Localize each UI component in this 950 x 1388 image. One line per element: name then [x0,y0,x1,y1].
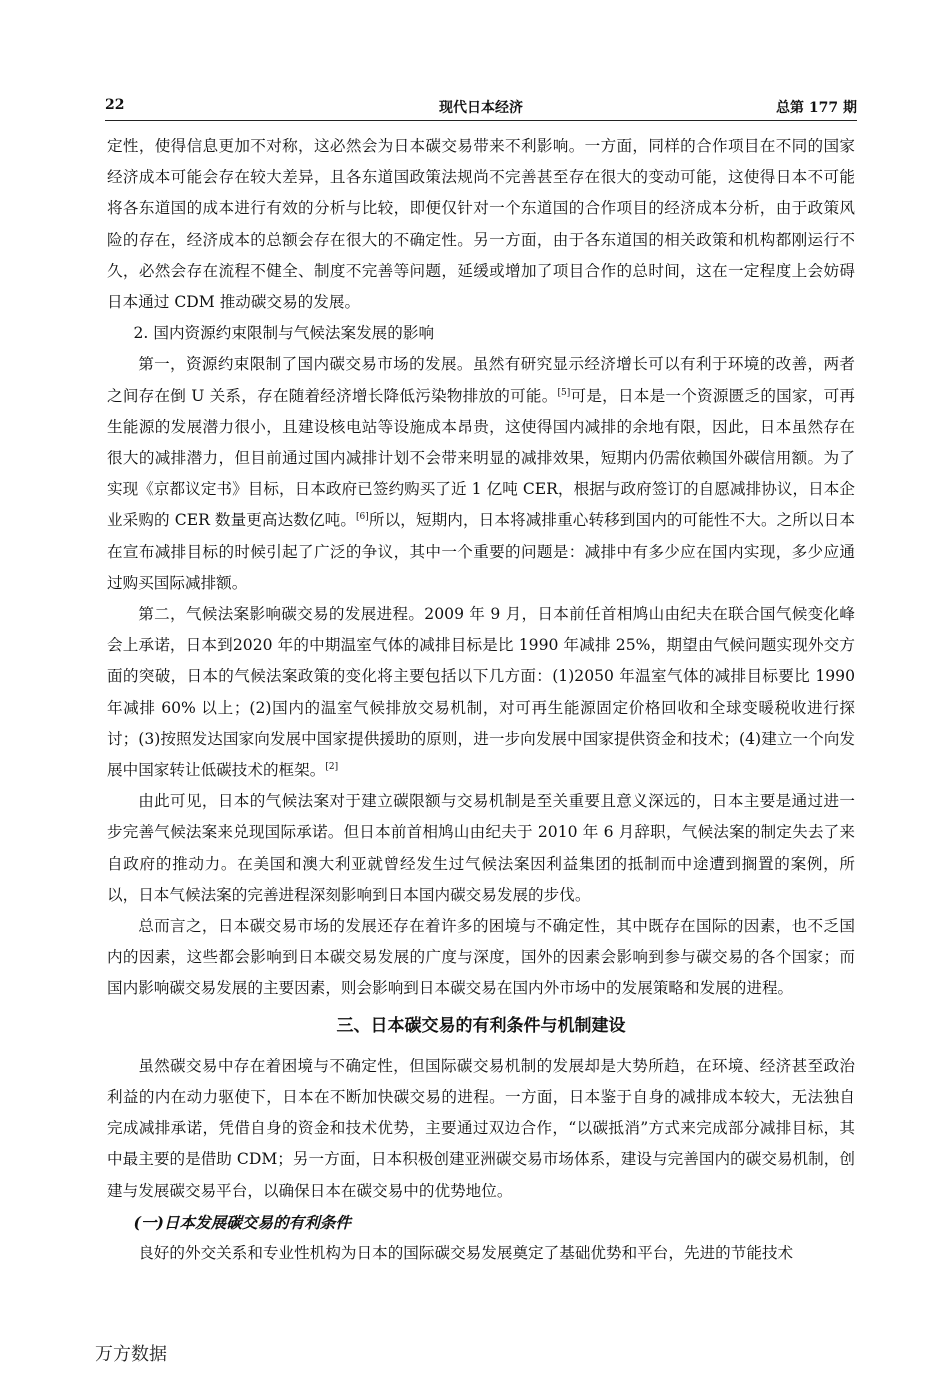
section-heading: 三、日本碳交易的有利条件与机制建设 [336,1015,626,1036]
citation-ref: [6] [356,512,369,523]
paragraph-climate-bill [107,599,855,786]
subsection-heading: (一)日本发展碳交易的有利条件 [133,1212,351,1232]
page-header [105,94,857,118]
paragraph-section-intro: 虽然碳交易中存在着困境与不确定性，但国际碳交易机制的发展却是大势所趋，在环境、经济甚至政治利益的内在动力驱使下，日本在不断加快碳交易的进程。一方面，日本鉴于自身的减排成本较大，无法独自完成减排承诺，凭借自身的资金和技术优势，主要通过双边合作，“以碳抵消”方式来完成部分减排目标，其中最主要的是借助 CDM；另一方面，日本积极创建亚洲碳交易市场体系，建设与完善国内的碳交易机制，创建与发展碳交易平台，以确保日本在碳交易中的优势地位。 [107,1056,855,1200]
paragraph-text: 所以，短期内，日本将减排重心转移到国内的可能性不大。之所以日本在宣布减排目标的时候引起了广泛的争议，其中一个重要的问题是：减排中有多少应在国内实现，多少应通过购买国际减排额。 [107,511,855,592]
page-number: 22 [105,97,125,113]
citation-ref: [2] [325,762,339,773]
paragraph-text: 第二，气候法案影响碳交易的发展进程。2009 年 9 月，日本前任首相鸠山由纪夫在联合国气候变化峰会上承诺，日本到2020 年的中期温室气体的减排目标是比 1990 年减排 25%，期望由气候问题实现外交方面的突破，日本的气候法案政策的变化将主要包括以下几方面：(1)2050 年温室气体的减排目标要比 1990 年减排 60% 以上；(2)国内的温室气候排放交易机制，对可再生能源固定价格回收和全球变暖税收进行探讨；(3)按照发达国家向发展中国家提供援助的原则，进一步向发展中国家提供资金和技术；(4)建立一个向发展中国家转让低碳技术的框架。 [107,605,855,780]
paragraph-conclusion-climate: 由此可见，日本的气候法案对于建立碳限额与交易机制是至关重要且意义深远的，日本主要是通过进一步完善气候法案来兑现国际承诺。但日本前首相鸠山由纪夫于 2010 年 6 月辞职，气候法案的制定失去了来自政府的推动力。在美国和澳大利亚就曾经发生过气候法案因利益集团的抵制而中途遭到搁置的案例，所以，日本气候法案的完善进程深刻影响到日本国内碳交易发展的步伐。 [107,792,855,904]
subheading-2: 2. 国内资源约束限制与气候法案发展的影响 [133,324,435,343]
header-divider [105,120,857,121]
paragraph-favorable-conditions: 良好的外交关系和专业性机构为日本的国际碳交易发展奠定了基础优势和平台，先进的节能技术 [138,1243,794,1262]
paragraph-summary: 总而言之，日本碳交易市场的发展还存在着许多的困境与不确定性，其中既存在国际的因素，也不乏国内的因素，这些都会影响到日本碳交易发展的广度与深度，国外的因素会影响到参与碳交易的各个国家；而国内影响碳交易发展的主要因素，则会影响到日本碳交易在国内外市场中的发展策略和发展的进程。 [107,917,855,998]
article-body [107,131,855,1269]
paragraph-text: 可是，日本是一个资源匮乏的国家，可再生能源的发展潜力很小，且建设核电站等设施成本昂贵，这使得国内减排的余地有限，因此，日本虽然存在很大的减排潜力，但目前通过国内减排计划不会带来明显的减排效果，短期内仍需依赖国外碳信用额。为了实现《京都议定书》目标，日本政府已签约购买了近 1 亿吨 CER，根据与政府签订的自愿减排协议，日本企业采购的 CER 数量更高达数亿吨。 [107,386,855,530]
paragraph-continued: 定性，使得信息更加不对称，这必然会为日本碳交易带来不利影响。一方面，同样的合作项目在不同的国家经济成本可能会存在较大差异，且各东道国政策法规尚不完善甚至存在很大的变动可能，这使得日本不可能将各东道国的成本进行有效的分析与比较，即便仅针对一个东道国的合作项目的经济成本分析，由于政策风险的存在，经济成本的总额会存在很大的不确定性。另一方面，由于各东道国的相关政策和机构都刚运行不久，必然会存在流程不健全、制度不完善等问题，延缓或增加了项目合作的总时间，这在一定程度上会妨碍日本通过 CDM 推动碳交易的发展。 [107,137,855,312]
paragraph-resource-constraint [107,349,855,599]
watermark: 万方数据 [95,1344,167,1365]
paragraph-text: 第一，资源约束限制了国内碳交易市场的发展。虽然有研究显示经济增长可以有利于环境的改善，两者之间存在倒 U 关系，存在随着经济增长降低污染物排放的可能。 [107,355,855,405]
citation-ref: [5] [557,387,571,398]
journal-title: 现代日本经济 [439,100,523,116]
issue-number: 总第 177 期 [776,100,857,116]
